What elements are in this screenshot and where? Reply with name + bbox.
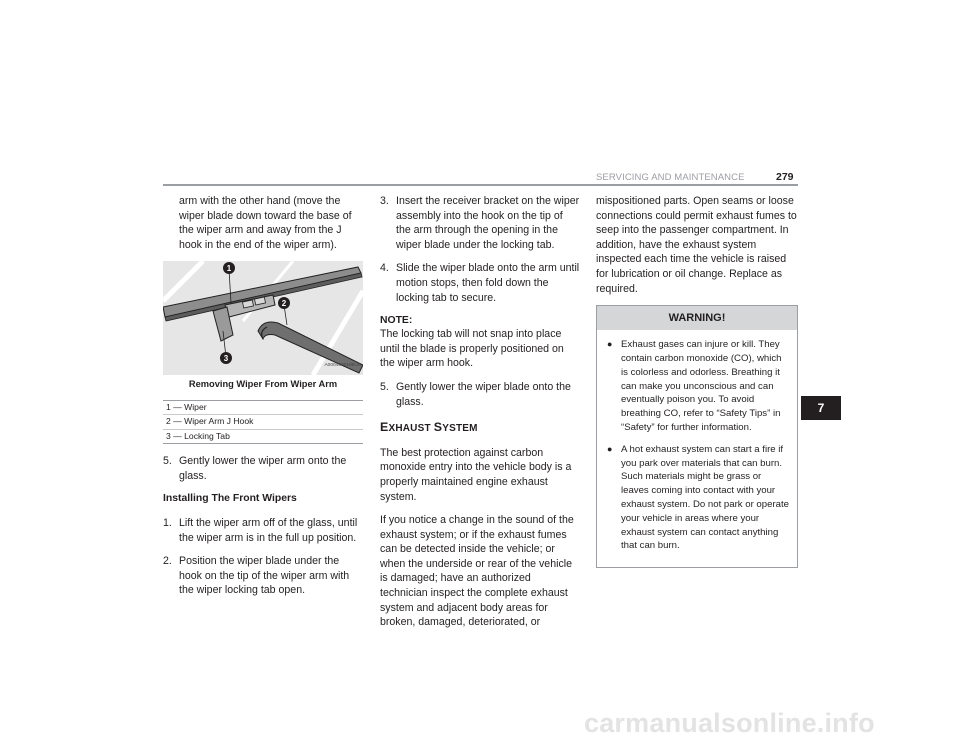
- callout-1-label: 1: [226, 264, 232, 274]
- step-item: [380, 261, 580, 305]
- figure-id: A0004000199US: [324, 362, 361, 368]
- step-item: [380, 194, 580, 252]
- note-text: The locking tab will not snap into place until the blade is properly positioned on the wiper arm hook.: [380, 328, 564, 370]
- warning-text: A hot exhaust system can start a fire if you park over materials that can burn. Such materials might be grass or leaves coming into contact with your exhaust system. Do not park or operate your vehicle in areas where your exhaust system can contact anything that can burn.: [621, 443, 789, 552]
- warning-item: [607, 443, 789, 553]
- step-number: 3.: [380, 195, 389, 207]
- callout-2-label: 2: [281, 299, 287, 309]
- bullet-icon: ●: [607, 443, 613, 454]
- section-title: SERVICING AND MAINTENANCE: [596, 172, 745, 183]
- step-item: [163, 454, 363, 483]
- step-item: [163, 554, 363, 598]
- figure-caption: Removing Wiper From Wiper Arm: [188, 379, 338, 390]
- warning-box: [596, 305, 798, 568]
- wiper-figure: [163, 261, 363, 375]
- bullet-icon: ●: [607, 339, 613, 350]
- step-text: Insert the receiver bracket on the wiper assembly into the hook on the tip of the arm through the opening in the wiper blade under the locking tab.: [396, 195, 580, 251]
- step-text: Gently lower the wiper blade onto the glass.: [396, 380, 571, 408]
- subheading: Installing The Front Wipers: [163, 493, 297, 505]
- step-number: 1.: [163, 516, 172, 529]
- chapter-tab: 7: [801, 396, 841, 420]
- callout-3-label: 3: [223, 354, 229, 364]
- legend-item: 1 — Wiper: [163, 401, 363, 415]
- step-text: Position the wiper blade under the hook on the tip of the wiper arm with the wiper locking tab open.: [179, 555, 350, 597]
- header-rule: [163, 184, 798, 186]
- step-text: Gently lower the wiper arm onto the glass.: [179, 455, 347, 482]
- section-heading: EXHAUST SYSTEM: [380, 420, 478, 435]
- step-text: Lift the wiper arm off of the glass, until the wiper arm is in the full up position.: [179, 516, 358, 544]
- figure-legend: [163, 400, 363, 444]
- body-paragraph: The best protection against carbon monoxide entry into the vehicle body is a properly maintained engine exhaust system.: [380, 446, 572, 503]
- column-1: [163, 194, 363, 607]
- legend-item: 2 — Wiper Arm J Hook: [163, 415, 363, 429]
- page-number: 279: [776, 171, 794, 183]
- warning-list: [597, 330, 797, 567]
- warning-text: Exhaust gases can injure or kill. They contain carbon monoxide (CO), which is colorless and odorless. Breathing it can make you unconscious and can eventually poison you. To avoid breathing CO, refer to “Safety Tips” in “Safety” for further information.: [621, 339, 782, 433]
- column-2: [380, 194, 580, 639]
- step-item: [163, 516, 363, 545]
- warning-title: WARNING!: [597, 306, 797, 330]
- step-number: 4.: [380, 262, 389, 275]
- watermark: carmanualsonline.info: [584, 708, 875, 738]
- warning-item: [607, 338, 789, 435]
- body-paragraph: mispositioned parts. Open seams or loose connections could permit exhaust fumes to seep into the passenger compartment. In addition, have the exhaust system inspected each time the vehicle is raised for lubrication or oil change. Replace as required.: [596, 195, 797, 295]
- step-number: 5.: [163, 455, 172, 468]
- legend-item: 3 — Locking Tab: [166, 430, 230, 441]
- step-number: 5.: [380, 380, 389, 393]
- step-number: 2.: [163, 555, 172, 568]
- body-paragraph: If you notice a change in the sound of the exhaust system; or if the exhaust fumes can be detected inside the vehicle; or when the underside or rear of the vehicle is damaged; have an authorized technician inspect the complete exhaust system and adjacent body areas for broken, damaged, deteriorated, or: [380, 514, 574, 629]
- column-3: [596, 194, 798, 568]
- step-text: Slide the wiper blade onto the arm until motion stops, then fold down the locking tab to secure.: [396, 262, 580, 304]
- intro-paragraph: arm with the other hand (move the wiper blade down toward the base of the wiper arm and away from the J hook in the end of the wiper arm).: [179, 195, 352, 251]
- step-item: [380, 380, 580, 409]
- note-label: NOTE:: [380, 315, 413, 327]
